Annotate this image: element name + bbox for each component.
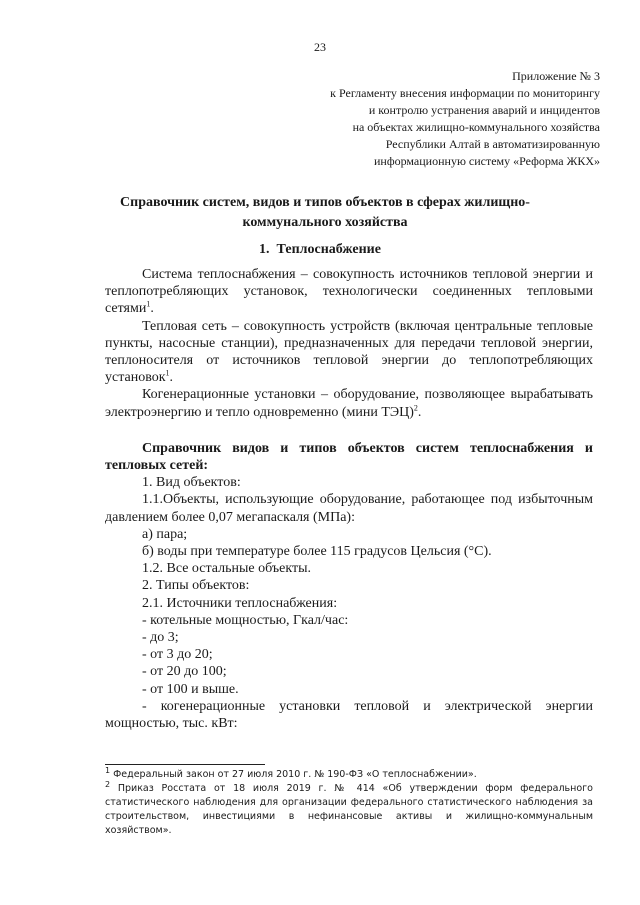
footnote-ref: 1 (165, 368, 170, 378)
definition-tail: . (150, 301, 154, 317)
section-heading (0, 242, 640, 258)
footnote-number: 2 (105, 779, 111, 789)
appendix-line: Республики Алтай в автоматизированную (385, 137, 600, 151)
definition-paragraph (105, 266, 593, 318)
definition-tail: . (417, 404, 422, 420)
list-item: - от 3 до 20; (142, 647, 213, 663)
list-item: б) воды при температуре более 115 градусов Цельсия (°C). (142, 544, 492, 560)
list-item: - от 100 и выше. (142, 681, 239, 697)
list-item: - котельные мощностью, Гкал/час: (142, 612, 349, 628)
appendix-line: к Регламенту внесения информации по мониторингу (330, 86, 600, 100)
footnote (105, 765, 593, 782)
list-item: 2. Типы объектов: (142, 578, 250, 594)
appendix-header (270, 68, 600, 170)
footnote-separator (105, 764, 265, 765)
section-number: 1. (259, 242, 270, 257)
definition-paragraph (105, 386, 593, 420)
list-item: - от 20 до 100; (142, 664, 227, 680)
body-text (105, 266, 593, 732)
document-title: Справочник систем, видов и типов объектов в сферах жилищно-коммунального хозяйства (120, 195, 530, 230)
section-title: Теплоснабжение (276, 242, 381, 257)
appendix-line: Приложение № 3 (512, 69, 600, 83)
definition-text: Система теплоснабжения – совокупность источников тепловой энергии и теплопотребляющих установок, технологически соединенных тепловыми сетями (105, 267, 593, 317)
list-item: - до 3; (142, 630, 179, 646)
list-item: 2.1. Источники теплоснабжения: (142, 595, 338, 611)
definition-paragraph (105, 318, 593, 387)
appendix-line: на объектах жилищно-коммунального хозяйства (352, 120, 600, 134)
list-item: 1.1.Объекты, использующие оборудование, работающее под избыточным давлением более 0,07 мегапаскаля (МПа): (105, 492, 593, 525)
footnote-number: 1 (105, 765, 111, 775)
list-item: 1. Вид объектов: (142, 475, 241, 491)
list-item: 1.2. Все остальные объекты. (142, 561, 311, 577)
appendix-line: и контролю устранения аварий и инцидентов (368, 103, 600, 117)
footnote-ref: 2 (413, 402, 418, 412)
footnotes (105, 765, 593, 838)
footnote-text: Федеральный закон от 27 июля 2010 г. № 190-ФЗ «О теплоснабжении». (113, 769, 477, 780)
definition-text: Когенерационные установки – оборудование, позволяющее вырабатывать электроэнергию и тепло одновременно (мини ТЭЦ) (105, 387, 593, 420)
footnote-text: Приказ Росстата от 18 июля 2019 г. № 414 «Об утверждении форм федерального статистического наблюдения для организации федерального статистического наблюдения за строительством, инвестициями в нефинансовые активы и жилищно-коммунальным хозяйством». (105, 783, 593, 836)
definition-text: Тепловая сеть – совокупность устройств (включая центральные тепловые пункты, насосные станции), предназначенных для передачи тепловой энергии, теплоносителя от источников тепловой энергии до теплопотребляющих установок (105, 318, 593, 386)
page-number: 23 (314, 40, 326, 54)
list-item: а) пара; (142, 526, 188, 542)
reference-heading: Справочник видов и типов объектов систем теплоснабжения и тепловых сетей: (105, 440, 593, 474)
list-item: - когенерационные установки тепловой и электрической энергии мощностью, тыс. кВт: (105, 698, 593, 732)
footnote (105, 779, 593, 838)
appendix-line: информационную систему «Реформа ЖКХ» (373, 154, 600, 168)
definition-tail: . (169, 370, 174, 386)
footnote-ref: 1 (146, 299, 151, 309)
